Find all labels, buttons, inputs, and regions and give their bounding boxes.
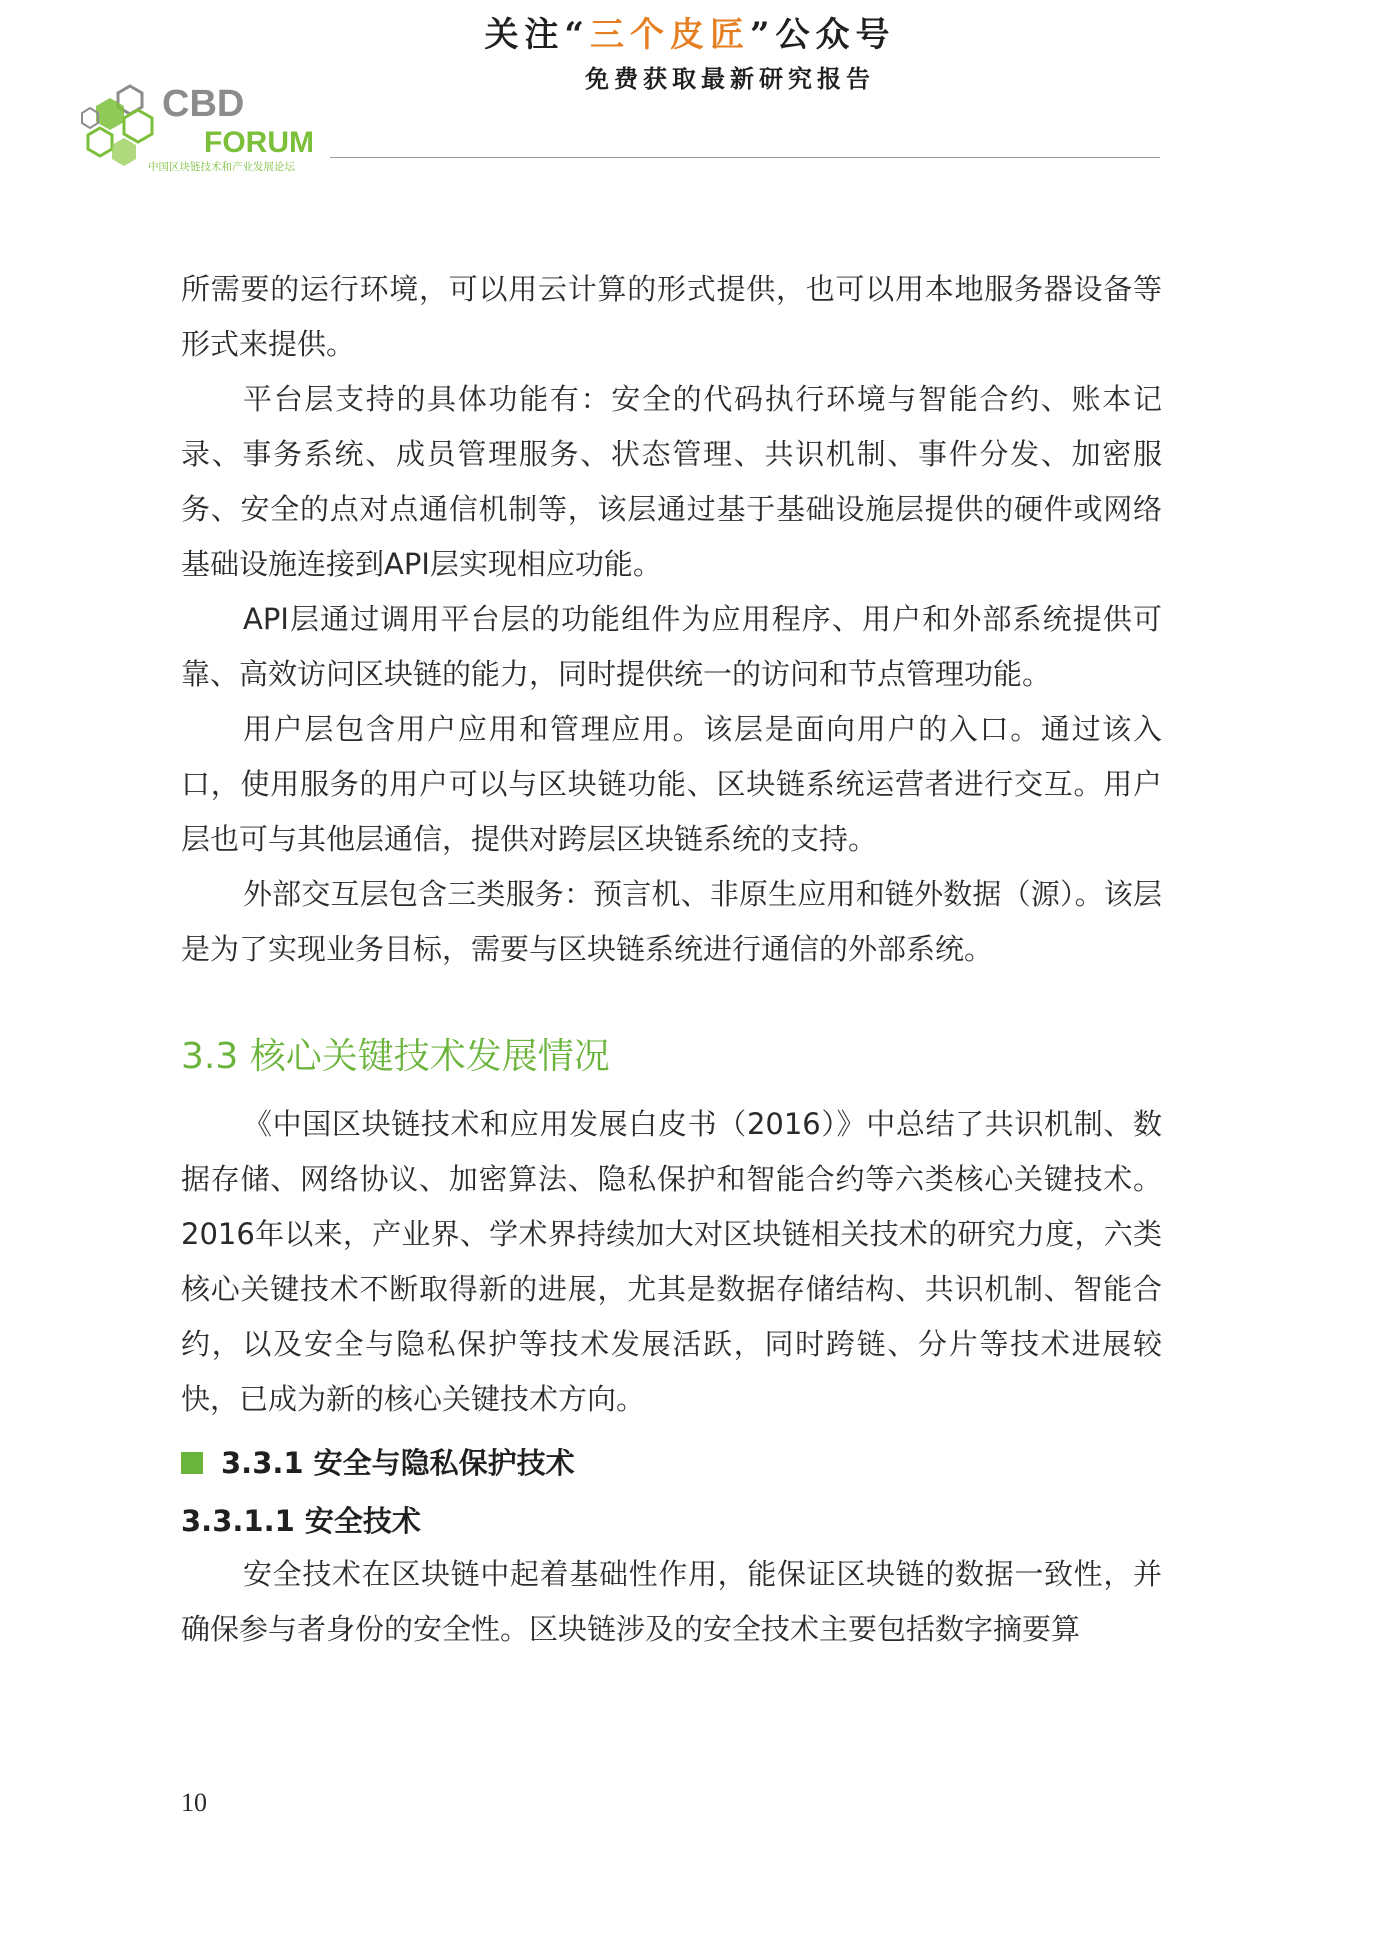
paragraph: API层通过调用平台层的功能组件为应用程序、用户和外部系统提供可靠、高效访问区块链的能力，同时提供统一的访问和节点管理功能。 bbox=[181, 602, 1162, 691]
logo-text-top: CBD bbox=[162, 83, 245, 125]
header-divider bbox=[330, 157, 1160, 158]
page-number: 10 bbox=[181, 1788, 207, 1817]
subsubsection-heading: 3.3.1.1 安全技术 bbox=[181, 1504, 421, 1538]
section-heading: 3.3 核心关键技术发展情况 bbox=[181, 1036, 610, 1077]
paragraph: 用户层包含用户应用和管理应用。该层是面向用户的入口。通过该入口，使用服务的用户可以与区块链功能、区块链系统运营者进行交互。用户层也可与其他层通信，提供对跨层区块链系统的支持。 bbox=[181, 712, 1162, 856]
promo-line bbox=[470, 10, 910, 60]
hexagon-cluster-icon bbox=[82, 86, 152, 166]
paragraph: 安全技术在区块链中起着基础性作用，能保证区块链的数据一致性，并确保参与者身份的安全性。区块链涉及的安全技术主要包括数字摘要算 bbox=[181, 1557, 1162, 1646]
subsection-heading-text: 3.3.1 安全与隐私保护技术 bbox=[221, 1446, 575, 1480]
green-square-icon bbox=[181, 1452, 203, 1474]
promo-suffix: ”公众号 bbox=[750, 15, 896, 55]
logo-caption: 中国区块链技术和产业发展论坛 bbox=[148, 161, 295, 173]
page-content bbox=[181, 262, 1162, 1657]
promo-subline: 免费获取最新研究报告 bbox=[585, 64, 875, 93]
paragraph: 所需要的运行环境，可以用云计算的形式提供，也可以用本地服务器设备等形式来提供。 bbox=[181, 272, 1162, 361]
paragraph: 平台层支持的具体功能有：安全的代码执行环境与智能合约、账本记录、事务系统、成员管理服务、状态管理、共识机制、事件分发、加密服务、安全的点对点通信机制等，该层通过基于基础设施层提供的硬件或网络基础设施连接到API层实现相应功能。 bbox=[181, 382, 1162, 581]
subsection-heading bbox=[181, 1437, 1162, 1489]
promo-prefix: 关注“ bbox=[484, 15, 590, 55]
promo-name: 三个皮匠 bbox=[590, 15, 750, 55]
header-promo bbox=[470, 10, 910, 98]
paragraph: 外部交互层包含三类服务：预言机、非原生应用和链外数据（源）。该层是为了实现业务目标，需要与区块链系统进行通信的外部系统。 bbox=[181, 877, 1162, 966]
cbd-forum-logo bbox=[80, 80, 340, 176]
paragraph: 《中国区块链技术和应用发展白皮书（2016）》中总结了共识机制、数据存储、网络协议、加密算法、隐私保护和智能合约等六类核心关键技术。2016年以来，产业界、学术界持续加大对区块链相关技术的研究力度，六类核心关键技术不断取得新的进展，尤其是数据存储结构、共识机制、智能合约，以及安全与隐私保护等技术发展活跃，同时跨链、分片等技术进展较快，已成为新的核心关键技术方向。 bbox=[181, 1107, 1162, 1416]
logo-text-bottom: FORUM bbox=[204, 126, 314, 159]
